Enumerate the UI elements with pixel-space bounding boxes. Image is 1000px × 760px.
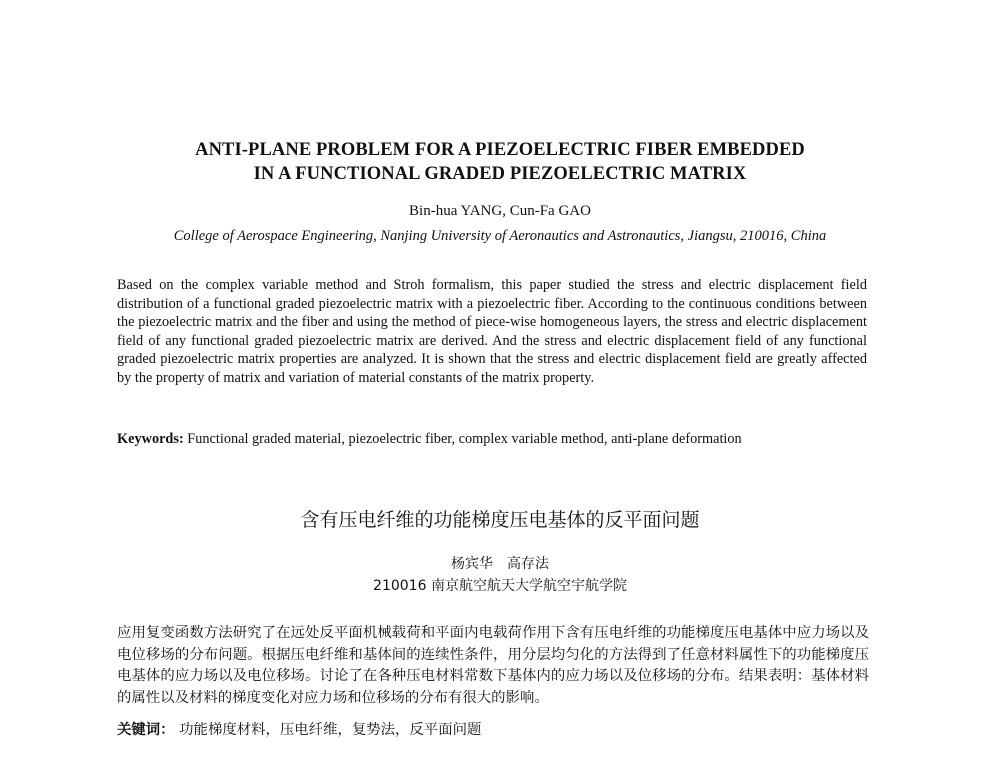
paper-keywords: [117, 430, 877, 448]
keywords-text-chinese: 功能梯度材料，压电纤维，复势法，反平面问题: [179, 722, 482, 738]
paper-abstract-chinese: 应用复变函数方法研究了在远处反平面机械载荷和平面内电载荷作用下含有压电纤维的功能梯度压电基体中应力场以及电位移场的分布问题。根据压电纤维和基体间的连续性条件，用分层均匀化的方法得到了任意材料属性下的功能梯度压电基体的应力场以及电位移场。讨论了在各种压电材料常数下基体内的应力场以及位移场的分布。结果表明：基体材料的属性以及材料的梯度变化对应力场和位移场的分布有很大的影响。: [117, 625, 869, 706]
keywords-text: Functional graded material, piezoelectric fiber, complex variable method, anti-plane deformation: [187, 431, 742, 447]
paper-authors: Bin-hua YANG, Cun-Fa GAO: [409, 203, 591, 219]
keywords-label-chinese: 关键词：: [117, 722, 175, 738]
paper-title-chinese: 含有压电纤维的功能梯度压电基体的反平面问题: [300, 509, 700, 531]
paper-authors-chinese: 杨宾华 高存法: [451, 556, 549, 572]
paper-title-line-1: ANTI-PLANE PROBLEM FOR A PIEZOELECTRIC FIBER EMBEDDED: [195, 140, 805, 160]
paper-title-line-2: IN A FUNCTIONAL GRADED PIEZOELECTRIC MATRIX: [253, 164, 747, 184]
paper-title: [80, 138, 920, 186]
paper-abstract: Based on the complex variable method and Stroh formalism, this paper studied the stress and electric displacement field distribution of a functional graded piezoelectric matrix with a piezoelectric fiber. According to the continuous conditions between the piezoelectric matrix and the fiber and using the method of piece-wise homogeneous layers, the stress and electric displacement field of any functional graded piezoelectric matrix are derived. And the stress and electric displacement field of any functional graded piezoelectric matrix properties are analyzed. It is shown that the stress and electric displacement field are greatly affected by the property of matrix and variation of material constants of the matrix property.: [117, 277, 867, 386]
paper-affiliation-chinese: 210016 南京航空航天大学航空宇航学院: [373, 578, 627, 594]
paper-affiliation: College of Aerospace Engineering, Nanjing University of Aeronautics and Astronautics, Jiangsu, 210016, China: [173, 228, 827, 244]
paper-keywords-chinese: [117, 718, 877, 739]
keywords-label: Keywords:: [117, 431, 184, 447]
